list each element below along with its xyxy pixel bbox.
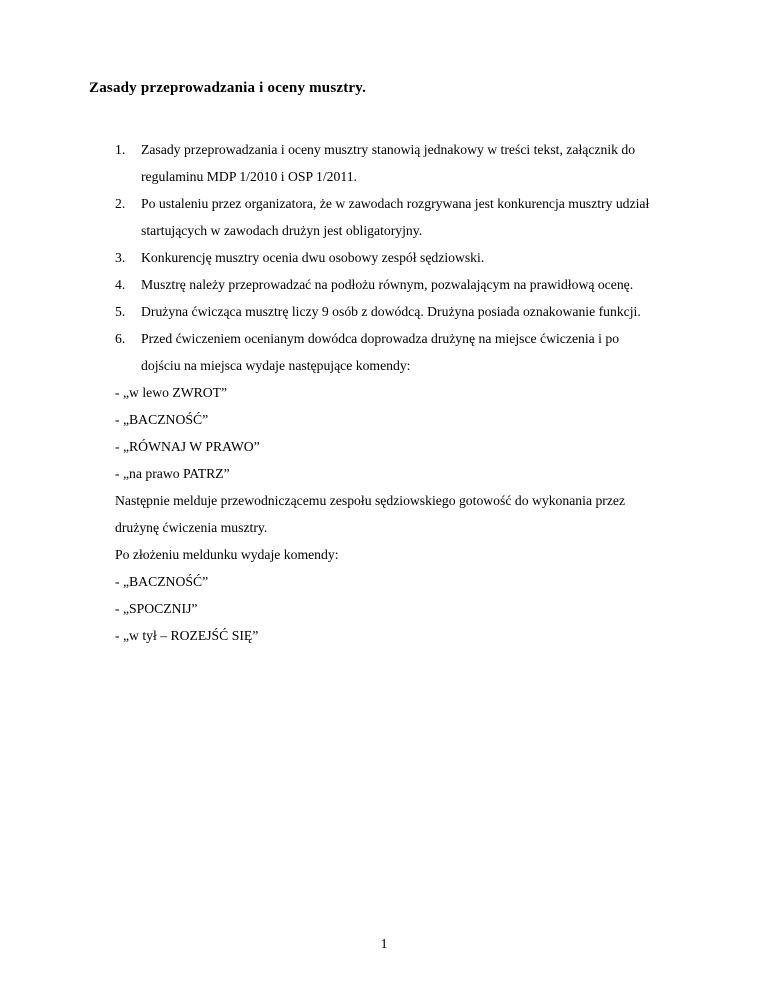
body-line: Następnie melduje przewodniczącemu zespołu sędziowskiego gotowość do wykonania przez drużynę ćwiczenia musztry. [115, 493, 626, 535]
list-item-text: Konkurencję musztry ocenia dwu osobowy zespół sędziowski. [141, 250, 485, 265]
list-item-text: Przed ćwiczeniem ocenianym dowódca doprowadza drużynę na miejsce ćwiczenia i po dojściu na miejsca wydaje następujące komendy: [141, 331, 620, 373]
list-item-text: Zasady przeprowadzania i oceny musztry stanowią jednakowy w treści tekst, załącznik do regulaminu MDP 1/2010 i OSP 1/2011. [141, 142, 636, 184]
command-line: - „BACZNOŚĆ” [115, 412, 209, 427]
command-line: - „RÓWNAJ W PRAWO” [115, 439, 260, 454]
list-item-text: Po ustaleniu przez organizatora, że w zawodach rozgrywana jest konkurencja musztry udział startujących w zawodach drużyn jest obligatoryjny. [141, 196, 650, 238]
list-item-number: 3. [115, 250, 126, 265]
list-item-number: 4. [115, 277, 126, 292]
list-item-text: Musztrę należy przeprowadzać na podłożu równym, pozwalającym na prawidłową ocenę. [141, 277, 634, 292]
command-line: - „w tył – ROZEJŚĆ SIĘ” [115, 628, 259, 643]
list-item-number: 6. [115, 331, 126, 346]
command-line: - „SPOCZNIJ” [115, 601, 198, 616]
list-item-number: 1. [115, 142, 126, 157]
page-title: Zasady przeprowadzania i oceny musztry. [89, 80, 367, 96]
list-item-number: 5. [115, 304, 126, 319]
list-item-text: Drużyna ćwicząca musztrę liczy 9 osób z dowódcą. Drużyna posiada oznakowanie funkcji. [141, 304, 641, 319]
list-item [115, 325, 661, 379]
command-line: - „na prawo PATRZ” [115, 466, 230, 481]
list-item-number: 2. [115, 196, 126, 211]
list-item [115, 136, 661, 190]
page-number: 1 [380, 936, 388, 951]
command-line: - „w lewo ZWROT” [115, 385, 228, 400]
body-line: Po złożeniu meldunku wydaje komendy: [115, 547, 339, 562]
document-body [115, 136, 661, 649]
list-item [115, 190, 661, 244]
command-line: - „BACZNOŚĆ” [115, 574, 209, 589]
list-item [115, 271, 661, 298]
list-item [115, 244, 661, 271]
list-item [115, 298, 661, 325]
